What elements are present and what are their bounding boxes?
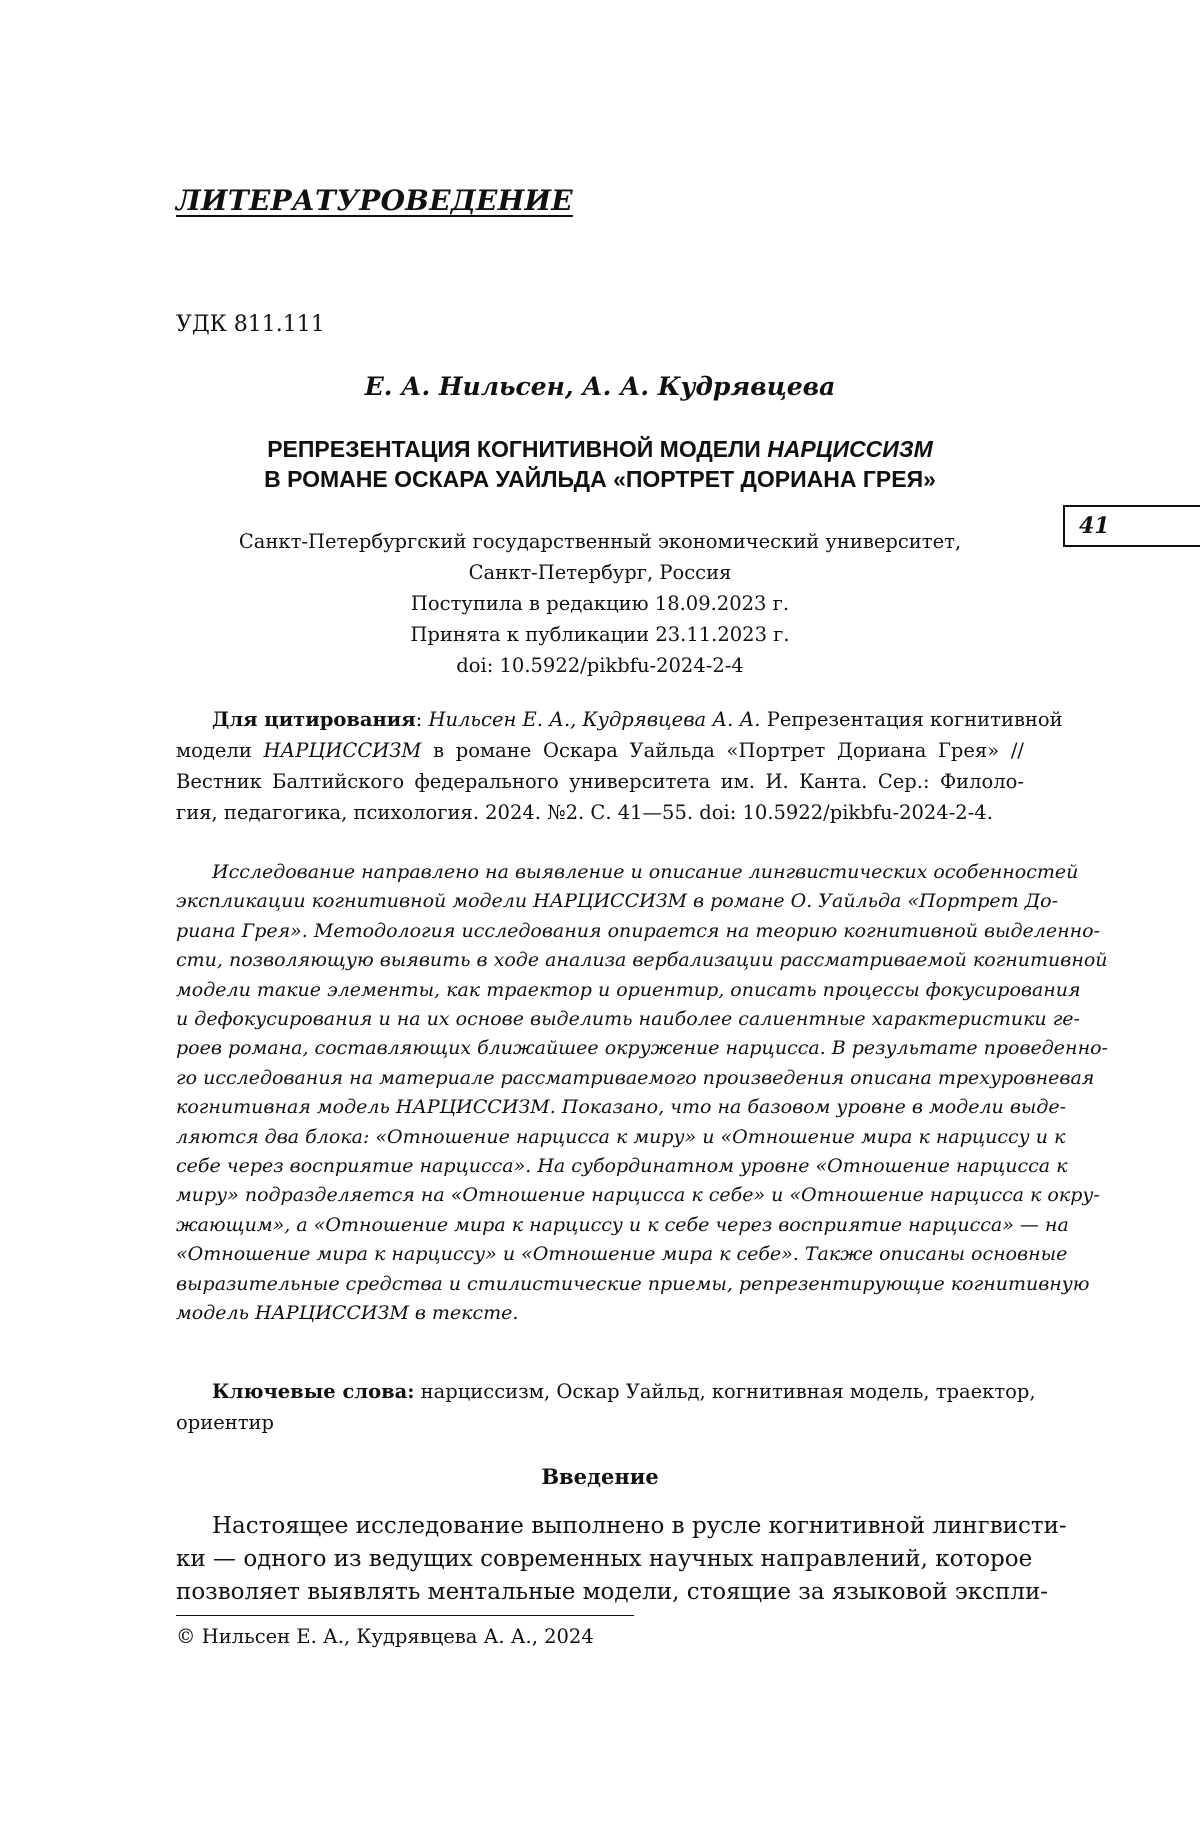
abstract-line: Исследование направлено на выявление и описание лингвистических особенностей <box>212 861 1079 883</box>
affiliation-city: Санкт-Петербург, Россия <box>468 561 732 584</box>
abstract-line: экспликации когнитивной модели НАРЦИССИЗМ в романе О. Уайльда «Портрет До- <box>176 890 1058 913</box>
keywords-block <box>176 1376 1036 1438</box>
citation-line-2-b: в романе Оскара Уайльда «Портрет Дориана Грея» // <box>421 739 1024 762</box>
intro-heading: Введение <box>541 1464 659 1489</box>
section-heading: ЛИТЕРАТУРОВЕДЕНИЕ <box>176 184 573 217</box>
title-line-1-prefix: РЕПРЕЗЕНТАЦИЯ КОГНИТИВНОЙ МОДЕЛИ <box>267 436 768 462</box>
citation-label: Для цитирования <box>212 708 416 731</box>
abstract-line: риана Грея». Методология исследования опирается на теорию когнитивной выделенно- <box>176 919 1101 942</box>
title-emphasis: НАРЦИССИЗМ <box>767 436 933 462</box>
authors: Е. А. Нильсен, А. А. Кудрявцева <box>364 372 836 401</box>
abstract-line: жающим», а «Отношение мира к нарциссу и к себе через восприятие нарцисса» — на <box>176 1213 1069 1236</box>
abstract-line: роев романа, составляющих ближайшее окружение нарцисса. В результате проведенно- <box>176 1037 1108 1060</box>
citation-line-1 <box>176 704 1063 735</box>
intro-paragraph <box>176 1510 1067 1609</box>
intro-line: Настоящее исследование выполнено в русле когнитивной лингвисти- <box>212 1513 1067 1539</box>
page-number: 41 <box>1063 505 1200 547</box>
keywords-line-2: ориентир <box>176 1411 275 1434</box>
citation-line-4: гия, педагогика, психология. 2024. №2. С. 41—55. doi: 10.5922/pikbfu-2024-2-4. <box>176 801 993 824</box>
citation-line-1-rest: Репрезентация когнитивной <box>760 708 1063 731</box>
abstract <box>176 858 1108 1329</box>
intro-line: позволяет выявлять ментальные модели, стоящие за языковой экспли- <box>176 1579 1049 1605</box>
abstract-line: модель НАРЦИССИЗМ в тексте. <box>176 1302 519 1325</box>
affiliation-block <box>176 526 1024 681</box>
doi: doi: 10.5922/pikbfu-2024-2-4 <box>456 654 744 677</box>
title-line-1 <box>176 434 1024 464</box>
footnote-divider <box>176 1615 634 1616</box>
copyright: © Нильсен Е. А., Кудрявцева А. А., 2024 <box>176 1625 594 1648</box>
abstract-line: ляются два блока: «Отношение нарцисса к миру» и «Отношение мира к нарциссу и к <box>176 1125 1066 1148</box>
keywords-line-1 <box>176 1376 1036 1407</box>
keywords-values: нарциссизм, Оскар Уайльд, когнитивная модель, траектор, <box>414 1380 1036 1403</box>
citation-line-2-a: модели <box>176 739 264 762</box>
abstract-line: миру» подразделяется на «Отношение нарцисса к себе» и «Отношение нарцисса к окру- <box>176 1184 1100 1207</box>
keywords-label: Ключевые слова: <box>212 1380 415 1403</box>
citation-authors: Нильсен Е. А., Кудрявцева А. А. <box>428 708 761 731</box>
abstract-line: «Отношение мира к нарциссу» и «Отношение мира к себе». Также описаны основные <box>176 1243 1068 1266</box>
abstract-line: го исследования на материале рассматриваемого произведения описана трехуровневая <box>176 1066 1095 1089</box>
abstract-line: себе через восприятие нарцисса». На субординатном уровне «Отношение нарцисса к <box>176 1155 1068 1178</box>
abstract-line: сти, позволяющую выявить в ходе анализа вербализации рассматриваемой когнитивной <box>176 949 1108 972</box>
udk-code: УДК 811.111 <box>176 312 325 337</box>
intro-line: ки — одного из ведущих современных научных направлений, которое <box>176 1546 1033 1572</box>
accepted-date: Принята к публикации 23.11.2023 г. <box>410 623 790 646</box>
abstract-line: модели такие элементы, как траектор и ориентир, описать процессы фокусирования <box>176 978 1081 1001</box>
citation-emphasis: НАРЦИССИЗМ <box>263 739 422 762</box>
received-date: Поступила в редакцию 18.09.2023 г. <box>410 592 790 615</box>
abstract-line: когнитивная модель НАРЦИССИЗМ. Показано, что на базовом уровне в модели выде- <box>176 1096 1067 1119</box>
citation-line-3: Вестник Балтийского федерального университета им. И. Канта. Сер.: Филоло- <box>176 770 1024 793</box>
article-title <box>176 434 1024 494</box>
affiliation-university: Санкт-Петербургский государственный экономический университет, <box>238 530 962 553</box>
citation-line-2 <box>176 735 1024 766</box>
abstract-line: выразительные средства и стилистические приемы, репрезентирующие когнитивную <box>176 1272 1090 1295</box>
citation-block <box>176 704 1063 828</box>
abstract-line: и дефокусирования и на их основе выделить наиболее салиентные характеристики ге- <box>176 1008 1080 1031</box>
title-line-2: В РОМАНЕ ОСКАРА УАЙЛЬДА «ПОРТРЕТ ДОРИАНА ГРЕЯ» <box>264 466 936 492</box>
citation-colon: : <box>415 708 429 731</box>
